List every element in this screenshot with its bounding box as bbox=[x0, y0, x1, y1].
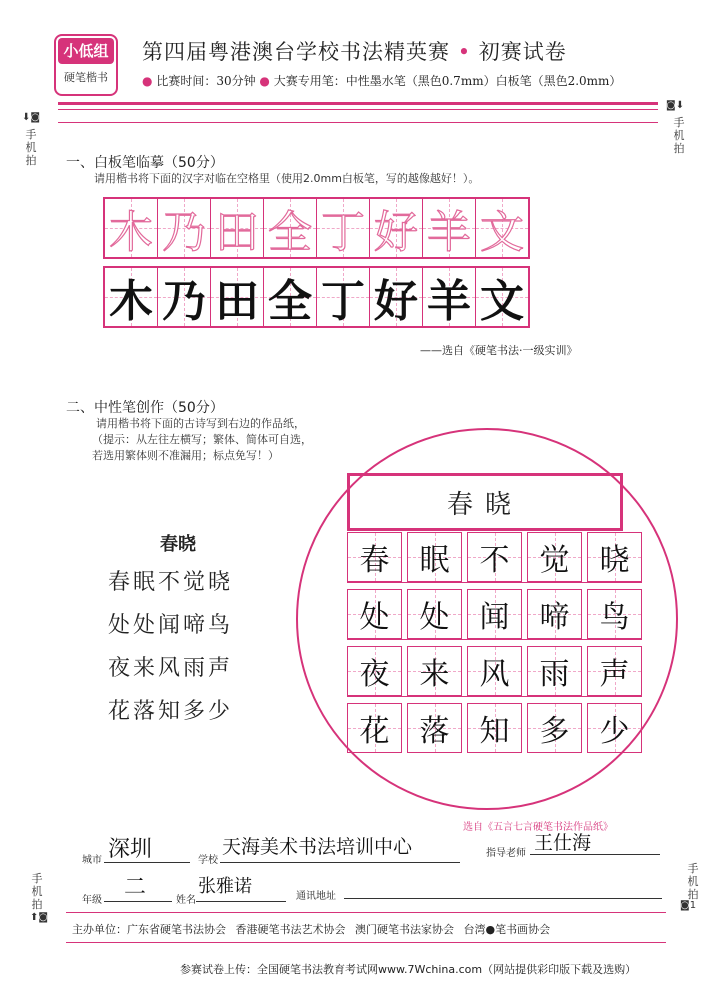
model-cell: 田 bbox=[211, 268, 264, 326]
paper-source-note: 选自《五言七言硬笔书法作品纸》 bbox=[463, 822, 613, 833]
trace-cell[interactable]: 文 bbox=[476, 199, 528, 257]
work-cell[interactable]: 夜 bbox=[347, 646, 402, 696]
model-cell: 好 bbox=[370, 268, 423, 326]
work-cell[interactable]: 知 bbox=[467, 703, 522, 753]
camera-icon: ⬆◙ bbox=[30, 912, 49, 923]
footer-rule bbox=[66, 912, 666, 913]
work-cell[interactable]: 雨 bbox=[527, 646, 582, 696]
title-separator: • bbox=[457, 40, 472, 64]
bullet-icon: ● bbox=[142, 74, 153, 88]
trace-cell[interactable]: 羊 bbox=[423, 199, 476, 257]
city-label: 城市 bbox=[82, 855, 102, 866]
trace-grid bbox=[103, 197, 530, 259]
trace-cell[interactable]: 丁 bbox=[317, 199, 370, 257]
time-info: 比赛时间：30分钟 bbox=[156, 74, 256, 88]
teacher-label: 指导老师 bbox=[486, 848, 526, 859]
city-underline bbox=[104, 862, 190, 863]
work-title-box[interactable] bbox=[347, 473, 623, 531]
address-label: 通讯地址 bbox=[296, 891, 336, 902]
school-underline bbox=[220, 862, 460, 863]
footer-rule bbox=[66, 942, 666, 943]
work-cell[interactable]: 来 bbox=[407, 646, 462, 696]
exam-info bbox=[142, 72, 621, 89]
model-cell: 乃 bbox=[158, 268, 211, 326]
work-grid bbox=[347, 532, 642, 759]
header-rule-thin bbox=[58, 109, 658, 110]
work-cell[interactable]: 处 bbox=[407, 589, 462, 639]
teacher-underline bbox=[530, 854, 660, 855]
work-cell[interactable]: 晓 bbox=[587, 532, 642, 582]
grade-label: 年级 bbox=[82, 895, 102, 906]
trace-cell[interactable]: 木 bbox=[105, 199, 158, 257]
section1-title: 一、白板笔临摹（50分） bbox=[66, 155, 224, 171]
work-cell[interactable]: 春 bbox=[347, 532, 402, 582]
section2-instruction: 若选用繁体则不准漏用；标点免写！） bbox=[92, 449, 279, 462]
side-note: 手机拍 bbox=[673, 116, 685, 155]
group-badge bbox=[54, 34, 118, 96]
poem-line: 花落知多少 bbox=[108, 699, 234, 724]
organizers: 主办单位：广东省硬笔书法协会 香港硬笔书法艺术协会 澳门硬笔书法家协会 台湾●笔书画协会 bbox=[72, 923, 551, 936]
camera-icon: ◙1 bbox=[680, 900, 697, 911]
grade-field[interactable]: 二 bbox=[124, 875, 147, 900]
group-name: 小低组 bbox=[58, 38, 114, 64]
work-cell[interactable]: 觉 bbox=[527, 532, 582, 582]
upload-note: 参赛试卷上传：全国硬笔书法教育考试网www.7Wchina.com（网站提供彩印版下载及选购） bbox=[180, 963, 637, 976]
trace-cell[interactable]: 好 bbox=[370, 199, 423, 257]
side-note: 手机拍 bbox=[31, 872, 43, 911]
work-cell[interactable]: 闻 bbox=[467, 589, 522, 639]
school-label: 学校 bbox=[198, 855, 218, 866]
work-cell[interactable]: 不 bbox=[467, 532, 522, 582]
camera-icon: ◙⬇ bbox=[666, 100, 685, 111]
section2-title: 二、中性笔创作（50分） bbox=[66, 400, 224, 416]
work-cell[interactable]: 鸟 bbox=[587, 589, 642, 639]
trace-cell[interactable]: 乃 bbox=[158, 199, 211, 257]
grade-underline bbox=[104, 901, 172, 902]
name-underline bbox=[196, 901, 286, 902]
poem-line: 春眠不觉晓 bbox=[108, 570, 234, 595]
title-main: 第四届粤港澳台学校书法精英赛 bbox=[142, 40, 450, 64]
work-cell[interactable]: 落 bbox=[407, 703, 462, 753]
work-title: 春晓 bbox=[446, 489, 523, 520]
work-cell[interactable]: 风 bbox=[467, 646, 522, 696]
work-cell[interactable]: 眠 bbox=[407, 532, 462, 582]
side-note: 手机拍 bbox=[25, 128, 37, 167]
name-label: 姓名 bbox=[176, 895, 196, 906]
trace-cell[interactable]: 田 bbox=[211, 199, 264, 257]
header-rule-thin bbox=[58, 122, 658, 123]
trace-cell[interactable]: 全 bbox=[264, 199, 317, 257]
group-subtitle: 硬笔楷书 bbox=[64, 71, 108, 84]
bullet-icon: ● bbox=[259, 74, 270, 88]
name-field[interactable]: 张雅诺 bbox=[198, 876, 252, 897]
work-cell[interactable]: 花 bbox=[347, 703, 402, 753]
work-cell[interactable]: 啼 bbox=[527, 589, 582, 639]
model-cell: 木 bbox=[105, 268, 158, 326]
work-cell[interactable]: 处 bbox=[347, 589, 402, 639]
page-title bbox=[142, 36, 567, 66]
pen-info: 大赛专用笔：中性墨水笔（黑色0.7mm）白板笔（黑色2.0mm） bbox=[273, 74, 622, 88]
city-field[interactable]: 深圳 bbox=[108, 837, 153, 862]
poem-title: 春晓 bbox=[160, 534, 196, 555]
model-grid bbox=[103, 266, 530, 328]
address-field[interactable] bbox=[344, 898, 662, 899]
side-note: 手机拍 bbox=[687, 862, 699, 901]
model-cell: 文 bbox=[476, 268, 528, 326]
school-field[interactable]: 天海美术书法培训中心 bbox=[222, 836, 413, 858]
section1-instruction: 请用楷书将下面的汉字对临在空格里（使用2.0mm白板笔，写的越像越好！）。 bbox=[94, 172, 480, 185]
model-cell: 全 bbox=[264, 268, 317, 326]
model-cell: 丁 bbox=[317, 268, 370, 326]
source-note: ——选自《硬笔书法·一级实训》 bbox=[420, 344, 578, 357]
poem-line: 处处闻啼鸟 bbox=[108, 613, 234, 638]
camera-icon: ⬇◙ bbox=[22, 112, 41, 123]
poem-line: 夜来风雨声 bbox=[108, 656, 234, 681]
work-cell[interactable]: 声 bbox=[587, 646, 642, 696]
header-rule bbox=[58, 102, 658, 105]
section2-instruction: 请用楷书将下面的古诗写到右边的作品纸， bbox=[96, 417, 305, 430]
work-cell[interactable]: 少 bbox=[587, 703, 642, 753]
work-cell[interactable]: 多 bbox=[527, 703, 582, 753]
section2-instruction: （提示：从左往左横写；繁体、简体可自选， bbox=[92, 433, 312, 446]
title-suffix: 初赛试卷 bbox=[478, 40, 567, 64]
teacher-field[interactable]: 王仕海 bbox=[534, 832, 592, 854]
model-cell: 羊 bbox=[423, 268, 476, 326]
